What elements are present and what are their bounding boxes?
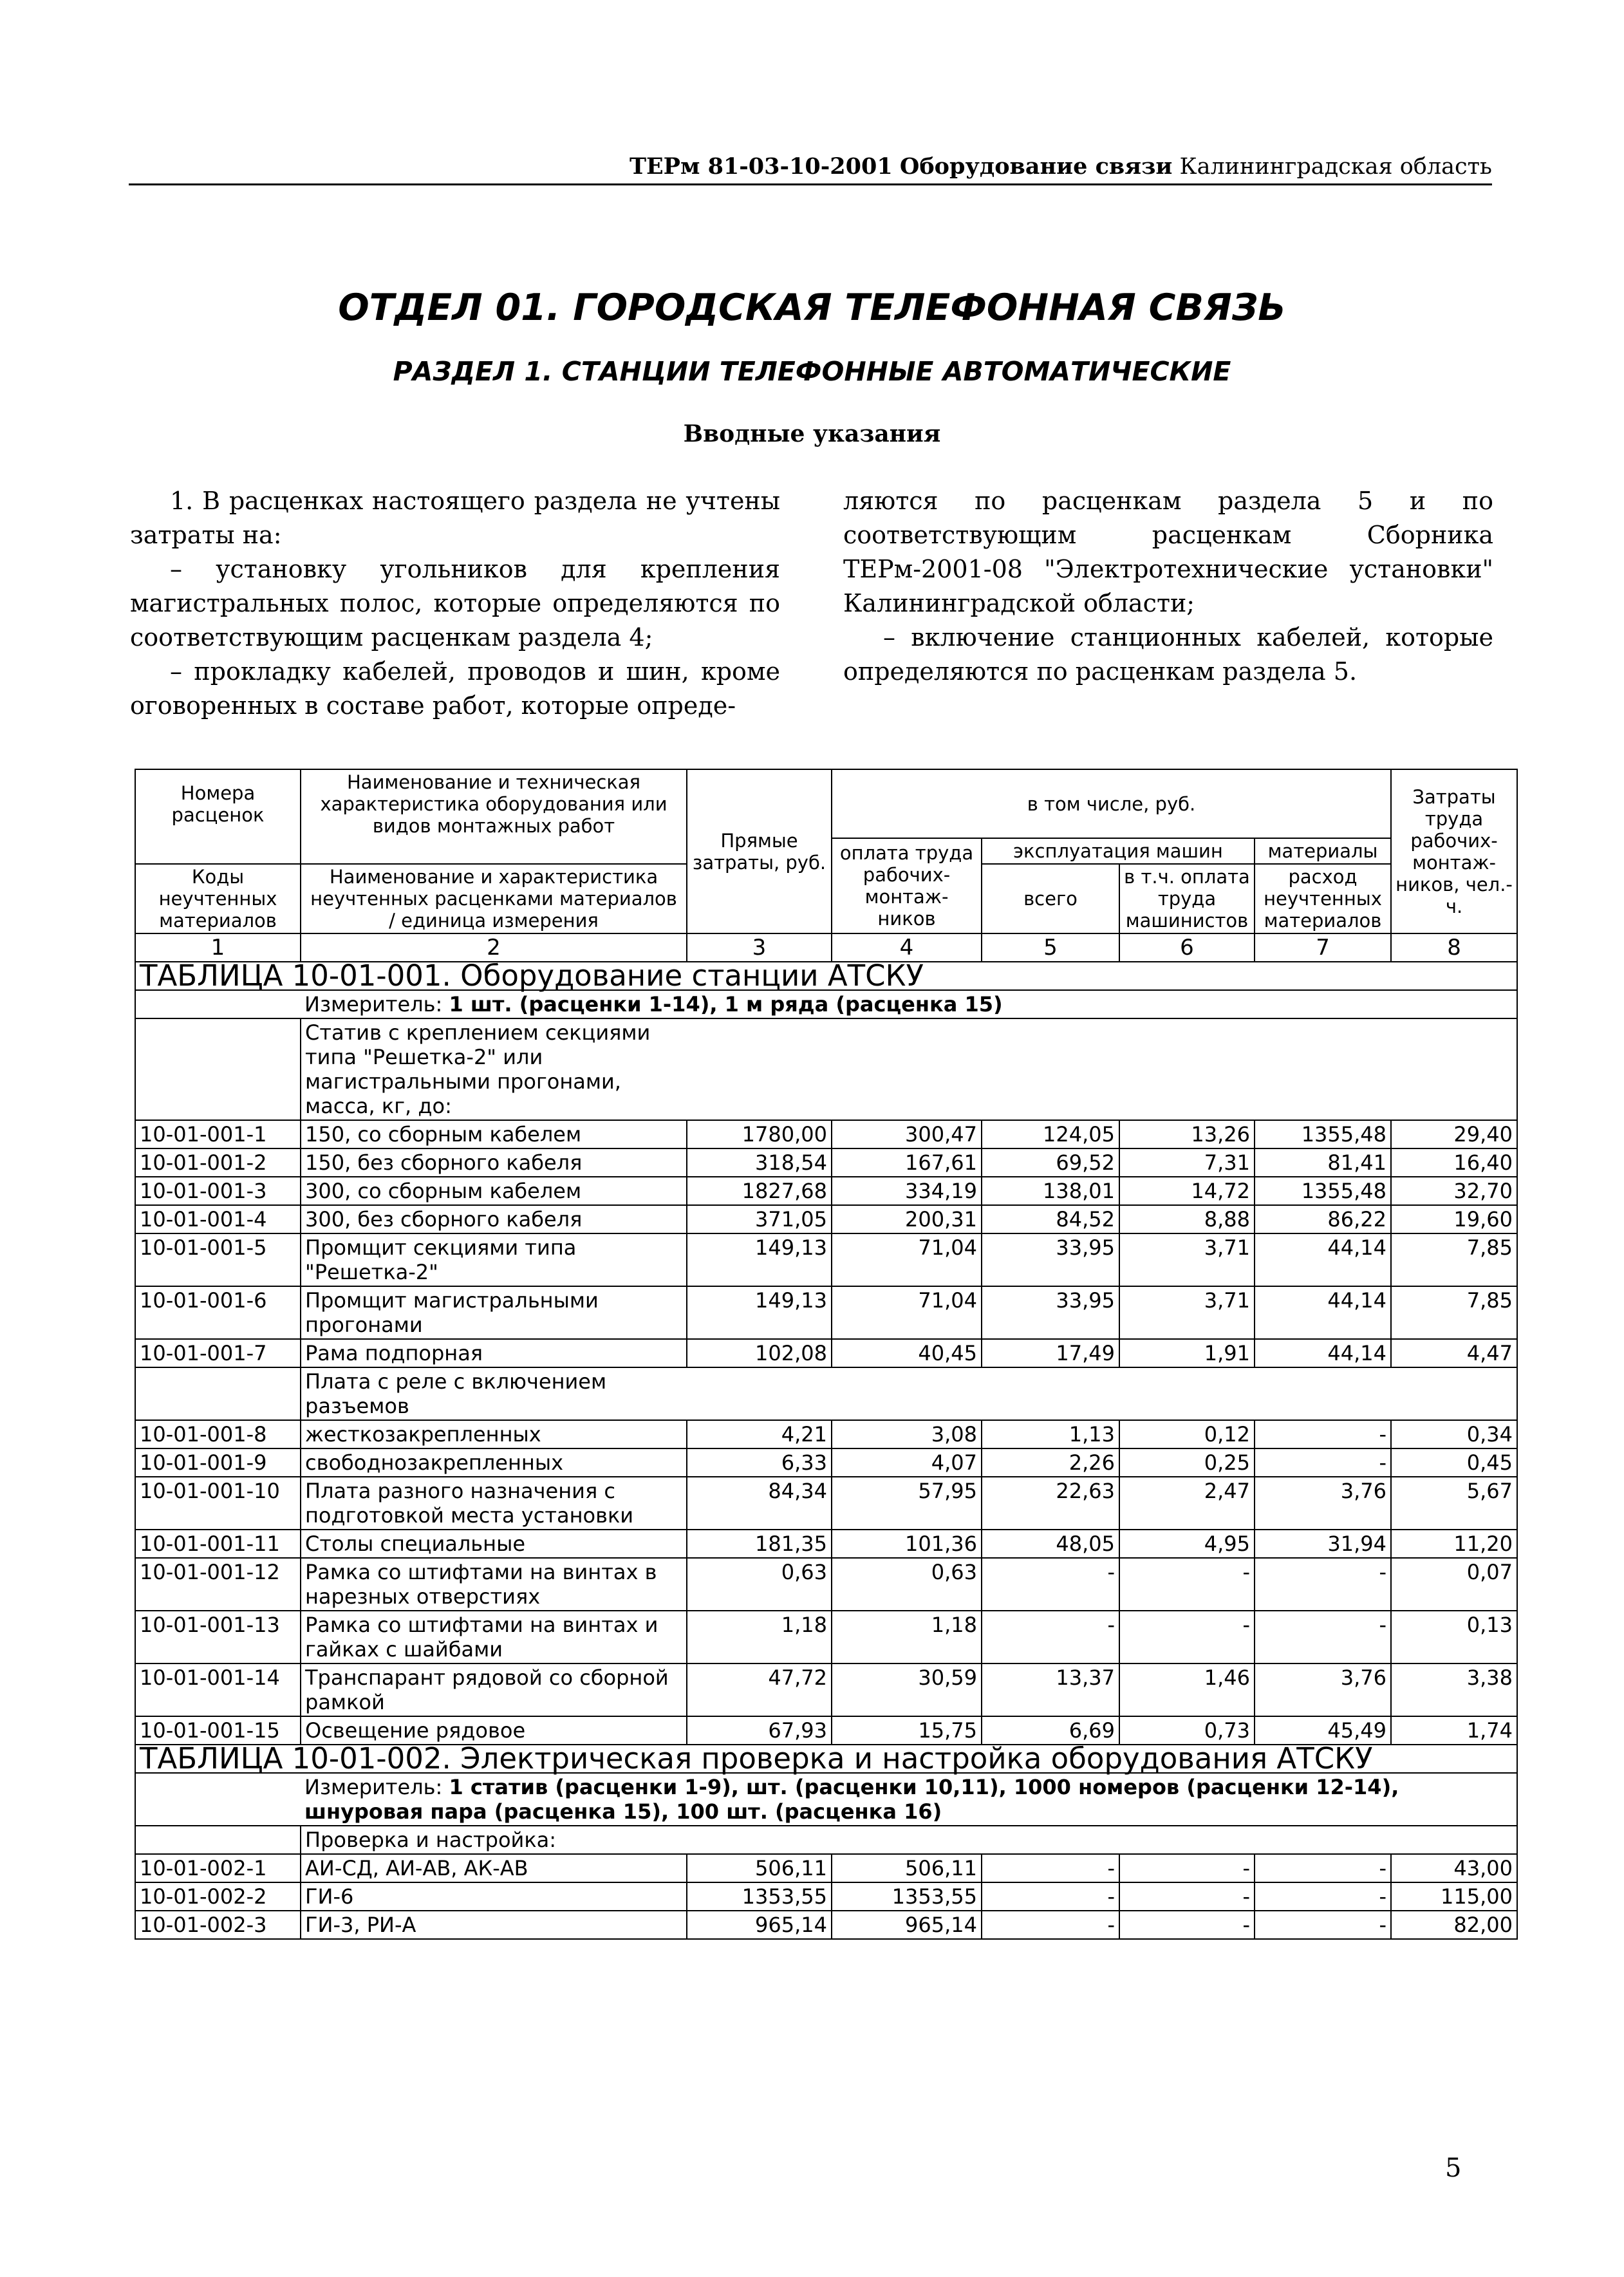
rate-value-v7: 45,49 [1255,1716,1391,1745]
rate-value-v4: 40,45 [832,1339,982,1367]
rate-value-v5: 48,05 [982,1530,1119,1558]
th-including: в том числе, руб. [832,769,1391,838]
rate-value-v4: 15,75 [832,1716,982,1745]
intro-heading: Вводные указания [683,420,941,447]
rate-value-v6: 0,73 [1119,1716,1255,1745]
rate-value-v7: - [1255,1420,1391,1448]
col-num: 1 [135,933,301,962]
group-empty [1119,1826,1255,1854]
rate-name: Транспарант рядовой со сборной рамкой [301,1663,687,1716]
group-row [135,1018,1517,1120]
table-row [135,1120,1517,1148]
rate-value-v7: 44,14 [1255,1339,1391,1367]
rate-code: 10-01-001-13 [135,1611,301,1663]
rate-value-v3: 181,35 [687,1530,832,1558]
rate-code: 10-01-001-1 [135,1120,301,1148]
rate-value-v7: - [1255,1611,1391,1663]
group-code [135,1826,301,1854]
group-title: Плата с реле с включением разъемов [301,1367,687,1420]
rate-value-v5: 1,13 [982,1420,1119,1448]
rate-value-v8: 4,47 [1391,1339,1517,1367]
group-title: Статив с креплением секциями типа "Решетка-2" или магистральными прогонами, масса, кг, до: [301,1018,687,1120]
table-row [135,1716,1517,1745]
th-name-spacer [301,838,687,864]
group-empty [1255,1367,1391,1420]
rate-value-v7: 44,14 [1255,1286,1391,1339]
rate-value-v7: 44,14 [1255,1233,1391,1286]
rate-value-v4: 334,19 [832,1177,982,1205]
rate-value-v4: 71,04 [832,1286,982,1339]
rate-value-v8: 32,70 [1391,1177,1517,1205]
rate-value-v3: 0,63 [687,1558,832,1611]
rate-value-v3: 1780,00 [687,1120,832,1148]
rate-value-v7: 81,41 [1255,1148,1391,1177]
rate-code: 10-01-001-15 [135,1716,301,1745]
group-code [135,1018,301,1120]
rate-name: Рамка со штифтами на винтах в нарезных отверстиях [301,1558,687,1611]
rate-value-v7: 1355,48 [1255,1120,1391,1148]
group-empty [1119,1367,1255,1420]
measure-row [135,1773,1517,1826]
measure-spacer [135,1773,301,1826]
table-row [135,1911,1517,1939]
rate-value-v4: 506,11 [832,1854,982,1882]
intro-paragraph-2: – установку угольников для крепления магистральных полос, которые определяются по соответствующим расценкам раздела 4; [130,555,780,651]
rate-value-v7: - [1255,1911,1391,1939]
th-name-b: Наименование и характеристика неучтенных расценками материалов / единица измерения [301,864,687,933]
rate-name: Освещение рядовое [301,1716,687,1745]
group-code [135,1367,301,1420]
intro-paragraph-4: – включение станционных кабелей, которые определяются по расценкам раздела 5. [843,623,1493,686]
running-header [129,153,1492,185]
rate-value-v6: 8,88 [1119,1205,1255,1233]
rate-value-v5: - [982,1911,1119,1939]
group-empty [832,1826,982,1854]
th-direct-costs: Прямые затраты, руб. [687,769,832,933]
rate-value-v8: 7,85 [1391,1233,1517,1286]
rate-value-v3: 965,14 [687,1911,832,1939]
header-region: Калининградская область [1179,154,1492,180]
table-row [135,1148,1517,1177]
rate-value-v6: 0,25 [1119,1448,1255,1477]
rates-table [135,769,1518,1940]
rate-value-v8: 11,20 [1391,1530,1517,1558]
col-num: 2 [301,933,687,962]
rate-value-v7: - [1255,1882,1391,1911]
group-empty [1391,1018,1517,1120]
intro-column-left [130,484,780,723]
rate-value-v7: - [1255,1448,1391,1477]
intro-column-right [843,484,1493,689]
group-empty [832,1018,982,1120]
rate-value-v8: 7,85 [1391,1286,1517,1339]
rate-name: Промщит секциями типа "Решетка-2" [301,1233,687,1286]
rate-value-v8: 29,40 [1391,1120,1517,1148]
table-row [135,1477,1517,1530]
rate-value-v3: 318,54 [687,1148,832,1177]
rate-value-v7: 3,76 [1255,1663,1391,1716]
rate-value-v7: 86,22 [1255,1205,1391,1233]
rate-value-v4: 167,61 [832,1148,982,1177]
rate-value-v8: 115,00 [1391,1882,1517,1911]
rate-name: Плата разного назначения с подготовкой места установки [301,1477,687,1530]
rate-value-v6: - [1119,1882,1255,1911]
rate-name: 150, без сборного кабеля [301,1148,687,1177]
rate-value-v6: - [1119,1854,1255,1882]
group-empty [982,1018,1119,1120]
group-empty [982,1367,1119,1420]
rate-value-v4: 57,95 [832,1477,982,1530]
group-row [135,1826,1517,1854]
table-row [135,1448,1517,1477]
rate-value-v5: 22,63 [982,1477,1119,1530]
rate-name: 300, без сборного кабеля [301,1205,687,1233]
measure-label: Измеритель: [304,992,443,1017]
th-codes-b: Коды неучтенных материалов [135,864,301,933]
table-title: ТАБЛИЦА 10-01-001. Оборудование станции АТСКУ [135,962,1517,990]
col-num: 4 [832,933,982,962]
group-row [135,1367,1517,1420]
rate-value-v4: 71,04 [832,1233,982,1286]
rate-value-v5: 6,69 [982,1716,1119,1745]
rate-code: 10-01-001-14 [135,1663,301,1716]
rate-value-v8: 3,38 [1391,1663,1517,1716]
rate-value-v3: 149,13 [687,1233,832,1286]
table-row [135,1177,1517,1205]
th-machinists: в т.ч. оплата труда машинистов [1119,864,1255,933]
col-num: 7 [1255,933,1391,962]
rate-value-v5: - [982,1854,1119,1882]
rate-name: Промщит магистральными прогонами [301,1286,687,1339]
rate-value-v5: 138,01 [982,1177,1119,1205]
rate-name: Рама подпорная [301,1339,687,1367]
group-title: Проверка и настройка: [301,1826,687,1854]
table-row [135,1558,1517,1611]
section-heading: РАЗДЕЛ 1. СТАНЦИИ ТЕЛЕФОННЫЕ АВТОМАТИЧЕСКИЕ [393,356,1231,387]
rate-name: 300, со сборным кабелем [301,1177,687,1205]
group-empty [1391,1826,1517,1854]
rate-value-v6: - [1119,1911,1255,1939]
rate-code: 10-01-001-12 [135,1558,301,1611]
table-title-row [135,962,1517,990]
rate-name: ГИ-3, РИ-А [301,1911,687,1939]
column-numbers-row [135,933,1517,962]
rate-name: Столы специальные [301,1530,687,1558]
th-wages: оплата труда рабочих-монтаж-ников [832,838,982,933]
rate-value-v6: 4,95 [1119,1530,1255,1558]
group-empty [1391,1367,1517,1420]
rate-code: 10-01-001-7 [135,1339,301,1367]
rate-name: свободнозакрепленных [301,1448,687,1477]
rate-code: 10-01-001-4 [135,1205,301,1233]
table-title-row [135,1745,1517,1773]
rate-name: ГИ-6 [301,1882,687,1911]
rate-value-v8: 5,67 [1391,1477,1517,1530]
rate-value-v8: 0,34 [1391,1420,1517,1448]
rate-value-v8: 19,60 [1391,1205,1517,1233]
rate-value-v6: - [1119,1611,1255,1663]
group-empty [1119,1018,1255,1120]
department-heading: ОТДЕЛ 01. ГОРОДСКАЯ ТЕЛЕФОННАЯ СВЯЗЬ [338,286,1286,329]
rate-value-v3: 67,93 [687,1716,832,1745]
rate-value-v8: 1,74 [1391,1716,1517,1745]
rate-value-v7: 31,94 [1255,1530,1391,1558]
measure-text [301,1773,1517,1826]
rate-value-v4: 300,47 [832,1120,982,1148]
rate-code: 10-01-001-10 [135,1477,301,1530]
rate-value-v6: 2,47 [1119,1477,1255,1530]
th-materials: материалы [1255,838,1391,864]
rate-value-v6: 0,12 [1119,1420,1255,1448]
th-machines: эксплуатация машин [982,838,1255,864]
intro-paragraph-3-cont: ляются по расценкам раздела 5 и по соответствующим расценкам Сборника ТЕРм-2001-08 "Электротехнические установки" Калининградской области; [843,487,1493,617]
rate-value-v5: 17,49 [982,1339,1119,1367]
rate-value-v5: 13,37 [982,1663,1119,1716]
rate-value-v7: 3,76 [1255,1477,1391,1530]
rate-value-v4: 0,63 [832,1558,982,1611]
page-number: 5 [1445,2153,1462,2183]
rate-value-v3: 371,05 [687,1205,832,1233]
group-empty [832,1367,982,1420]
rate-value-v4: 1,18 [832,1611,982,1663]
group-empty [687,1826,832,1854]
rate-value-v5: 33,95 [982,1286,1119,1339]
rate-value-v8: 0,07 [1391,1558,1517,1611]
rate-value-v3: 47,72 [687,1663,832,1716]
rate-value-v8: 43,00 [1391,1854,1517,1882]
rate-value-v3: 102,08 [687,1339,832,1367]
rate-value-v6: 1,46 [1119,1663,1255,1716]
measure-row [135,990,1517,1018]
rate-code: 10-01-001-8 [135,1420,301,1448]
rate-value-v5: 2,26 [982,1448,1119,1477]
rate-value-v6: 1,91 [1119,1339,1255,1367]
rate-value-v3: 149,13 [687,1286,832,1339]
rate-name: 150, со сборным кабелем [301,1120,687,1148]
table-row [135,1205,1517,1233]
rate-code: 10-01-001-3 [135,1177,301,1205]
measure-value: 1 шт. (расценки 1-14), 1 м ряда (расценка 15) [449,992,1003,1017]
group-empty [1255,1826,1391,1854]
header-code: ТЕРм 81-03-10-2001 [629,153,893,180]
group-empty [1255,1018,1391,1120]
rate-value-v3: 1827,68 [687,1177,832,1205]
intro-paragraph-3: – прокладку кабелей, проводов и шин, кроме оговоренных в составе работ, которые опреде- [130,657,780,720]
table-row [135,1854,1517,1882]
rate-code: 10-01-001-9 [135,1448,301,1477]
rate-value-v3: 6,33 [687,1448,832,1477]
rate-value-v5: 33,95 [982,1233,1119,1286]
th-machines-total: всего [982,864,1119,933]
col-num: 5 [982,933,1119,962]
rates-table-body [135,933,1517,1939]
rate-value-v6: 7,31 [1119,1148,1255,1177]
rate-value-v3: 84,34 [687,1477,832,1530]
rate-value-v6: 14,72 [1119,1177,1255,1205]
th-codes-spacer [135,838,301,864]
rate-value-v4: 30,59 [832,1663,982,1716]
rate-code: 10-01-001-11 [135,1530,301,1558]
table-row [135,1530,1517,1558]
rate-value-v6: - [1119,1558,1255,1611]
table-title: ТАБЛИЦА 10-01-002. Электрическая проверка и настройка оборудования АТСКУ [135,1745,1517,1773]
col-num: 3 [687,933,832,962]
measure-text [301,990,1517,1018]
col-num: 6 [1119,933,1255,962]
rate-value-v3: 506,11 [687,1854,832,1882]
rate-value-v6: 3,71 [1119,1233,1255,1286]
table-row [135,1611,1517,1663]
rate-value-v4: 1353,55 [832,1882,982,1911]
rate-code: 10-01-001-2 [135,1148,301,1177]
table-row [135,1233,1517,1286]
table-row [135,1663,1517,1716]
rate-value-v8: 16,40 [1391,1148,1517,1177]
table-row [135,1339,1517,1367]
table-row [135,1286,1517,1339]
rate-value-v5: 84,52 [982,1205,1119,1233]
rate-code: 10-01-001-5 [135,1233,301,1286]
th-name-a: Наименование и техническая характеристика оборудования или видов монтажных работ [301,769,687,838]
rate-value-v7: - [1255,1854,1391,1882]
rate-value-v4: 101,36 [832,1530,982,1558]
rate-value-v4: 200,31 [832,1205,982,1233]
rate-value-v5: - [982,1558,1119,1611]
rate-value-v8: 0,13 [1391,1611,1517,1663]
th-codes-a: Номера расценок [135,769,301,838]
th-materials-usage: расход неучтенных материалов [1255,864,1391,933]
rate-value-v4: 4,07 [832,1448,982,1477]
rate-value-v6: 3,71 [1119,1286,1255,1339]
rate-value-v5: 124,05 [982,1120,1119,1148]
rate-value-v4: 3,08 [832,1420,982,1448]
rate-value-v3: 1,18 [687,1611,832,1663]
rate-value-v7: - [1255,1558,1391,1611]
th-labor: Затраты труда рабочих-монтаж-ников, чел.-ч. [1391,769,1517,933]
rate-code: 10-01-002-1 [135,1854,301,1882]
rate-code: 10-01-002-3 [135,1911,301,1939]
rate-value-v3: 4,21 [687,1420,832,1448]
intro-paragraph-1: 1. В расценках настоящего раздела не учтены затраты на: [130,487,780,549]
rate-value-v4: 965,14 [832,1911,982,1939]
rate-value-v6: 13,26 [1119,1120,1255,1148]
table-row [135,1882,1517,1911]
rate-code: 10-01-001-6 [135,1286,301,1339]
rate-value-v8: 0,45 [1391,1448,1517,1477]
group-empty [687,1367,832,1420]
measure-label: Измеритель: [304,1775,443,1799]
rate-name: АИ-СД, АИ-АВ, АК-АВ [301,1854,687,1882]
measure-spacer [135,990,301,1018]
header-title: Оборудование связи [899,153,1173,180]
group-empty [982,1826,1119,1854]
rate-value-v5: 69,52 [982,1148,1119,1177]
rate-value-v8: 82,00 [1391,1911,1517,1939]
col-num: 8 [1391,933,1517,962]
measure-value: 1 статив (расценки 1-9), шт. (расценки 10,11), 1000 номеров (расценки 12-14), шнуровая пара (расценка 15), 100 шт. (расценка 16) [304,1775,1399,1824]
rate-value-v5: - [982,1611,1119,1663]
group-empty [687,1018,832,1120]
rate-value-v3: 1353,55 [687,1882,832,1911]
rate-value-v5: - [982,1882,1119,1911]
rate-code: 10-01-002-2 [135,1882,301,1911]
rate-value-v7: 1355,48 [1255,1177,1391,1205]
rate-name: жесткозакрепленных [301,1420,687,1448]
table-row [135,1420,1517,1448]
rate-name: Рамка со штифтами на винтах и гайках с шайбами [301,1611,687,1663]
